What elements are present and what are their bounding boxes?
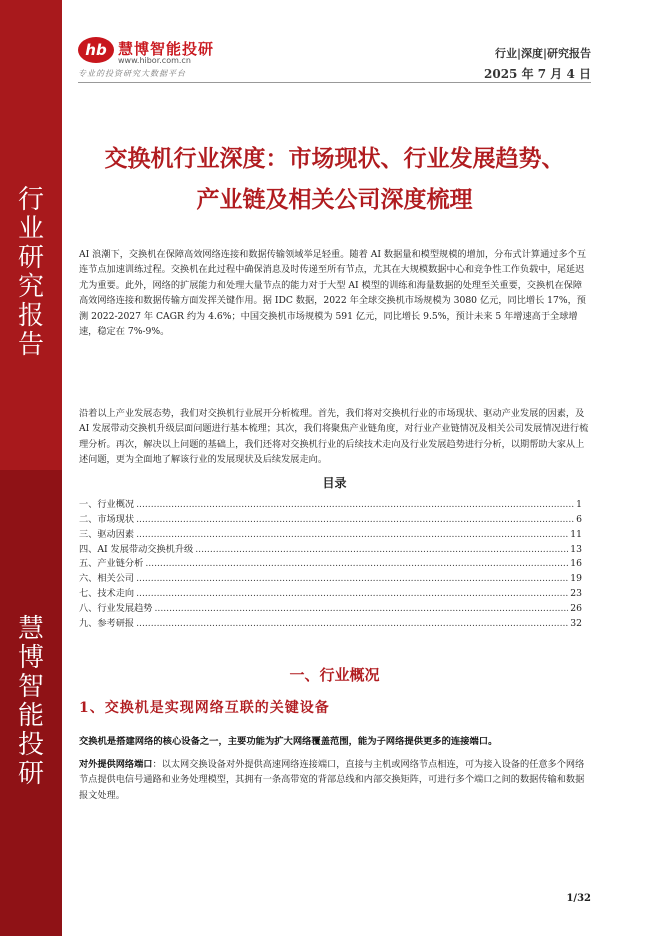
toc-item[interactable]: 二、市场现状 ..... 6 [79, 510, 582, 525]
paragraph-body: ：以太网交换设备对外提供高速网络连接端口，直接与主机或网络节点相连，可为接入设备的任意多个网络节点提供电信号通路和业务处理模型，其拥有一条高带宽的背部总线和内部交换矩阵，可进行多个端口之间的数据传输和数据报文处理。 [79, 759, 585, 801]
page-number: 1/32 [566, 893, 591, 904]
report-date: 2025 年 7 月 4 日 [484, 67, 591, 81]
sidebar-top-band [0, 0, 62, 470]
logo-slogan: 专业的投资研究大数据平台 [78, 69, 186, 78]
left-sidebar [0, 0, 62, 936]
toc-item[interactable]: 七、技术走向 ..... 23 [79, 584, 582, 599]
sidebar-label-brand: 慧 博 智 能 投 研 [17, 614, 44, 789]
intro-paragraph-2: 沿着以上产业发展态势，我们对交换机行业展开分析梳理。首先，我们将对交换机行业的市场现状、驱动产业发展的因素，及 AI 发展带动交换机升级层面问题进行基本梳理；其次，我们将聚焦产业链角度，对行业产业链情况及相关公司发展情况进行梳理分析。再次，解决以上问题的基础上，我们还将对交换机行业的后续技术走向及行业发展趋势进行分析，以期帮助大家从上述问题，更为全面地了解该行业的发展现状及后续发展走向。 [79, 408, 589, 466]
paragraph-lead: 对外提供网络端口 [79, 759, 153, 770]
toc-item[interactable]: 四、AI 发展带动交换机升级 ..... 13 [79, 540, 582, 555]
logo-icon: hb [78, 37, 114, 63]
title-line-2: 产业链及相关公司深度梳理 [196, 186, 473, 213]
logo-name: 慧博智能投研 [118, 40, 215, 58]
intro-paragraph-1: AI 浪潮下，交换机在保障高效网络连接和数据传输领域举足轻重。随着 AI 数据量和模型规模的增加，分布式计算通过多个互连节点加速训练过程。交换机在此过程中确保消息及时传递至所有节点，尤其在大规模数据中心和竞争性工作负载中，尾延迟尤为重要。此外，网络的扩展能力和处理大量节点的能力对于大型 AI 模型的训练和海量数据的处理至关重要，交换机在保障高效网络连接和数据传输方面发挥关键作用。据 IDC 数据，2022 年全球交换机市场规模为 3080 亿元，同比增长 17%，预测 2022-2027 年 CAGR 约为 4.6%；中国交换机市场规模为 591 亿元，同比增长 9.5%，预计未来 5 年增速高于全球增速，稳定在 7%-9%。 [79, 249, 587, 338]
brand-logo[interactable] [78, 37, 338, 83]
toc-item[interactable]: 一、行业概况 ..... 1 [79, 495, 582, 510]
header-divider [78, 82, 591, 83]
section-subtitle: 1、交换机是实现网络互联的关键设备 [79, 700, 330, 716]
title-line-1: 交换机行业深度：市场现状、行业发展趋势、 [104, 145, 565, 172]
sidebar-label-report-type: 行 业 研 究 报 告 [17, 185, 44, 360]
logo-url: www.hibor.com.cn [118, 56, 191, 65]
report-category: 行业|深度|研究报告 [494, 47, 591, 60]
toc-item[interactable]: 九、参考研报 ..... 32 [79, 614, 582, 629]
toc-title: 目录 [322, 476, 347, 490]
section-key-statement: 交换机是搭建网络的核心设备之一，主要功能为扩大网络覆盖范围，能为子网络提供更多的连接端口。 [79, 736, 498, 747]
toc-item[interactable]: 三、驱动因素 ..... 11 [79, 525, 582, 540]
header-meta [484, 45, 591, 82]
section-paragraph [79, 757, 591, 803]
section-title: 一、行业概况 [289, 666, 380, 684]
table-of-contents [79, 495, 582, 629]
toc-item[interactable]: 八、行业发展趋势 ..... 26 [79, 599, 582, 614]
report-title [78, 138, 591, 220]
toc-item[interactable]: 六、相关公司 ..... 19 [79, 569, 582, 584]
toc-item[interactable]: 五、产业链分析 ..... 16 [79, 555, 582, 570]
